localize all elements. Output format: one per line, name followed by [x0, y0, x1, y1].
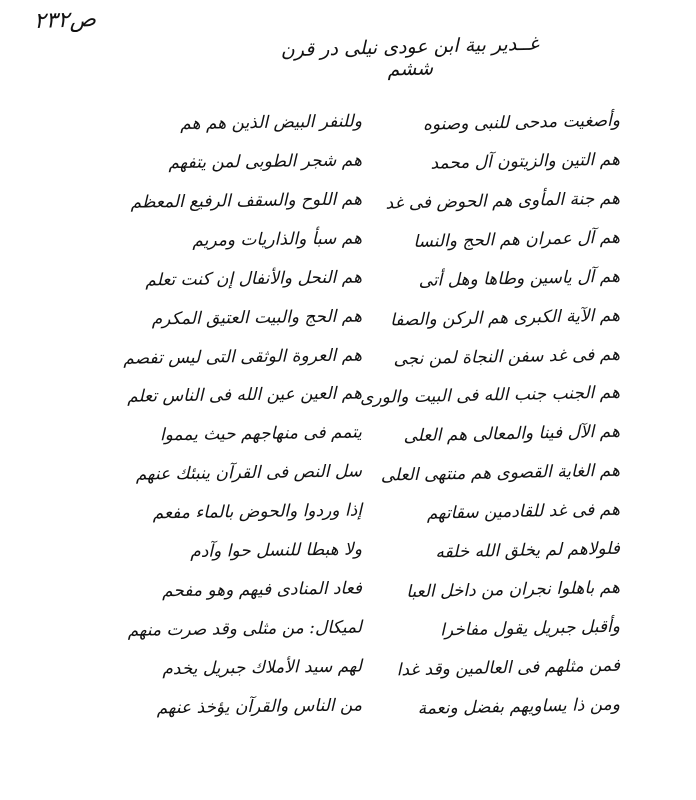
- verse-first-hemistich: هم الجنب جنب الله فى البيت والورى: [359, 383, 621, 409]
- verse-first-hemistich: هم الغاية القصوى هم منتهى العلى: [380, 460, 621, 486]
- verse-first-hemistich: هم فى غد سفن النجاة لمن نجى: [393, 344, 621, 370]
- verse-second-hemistich: فعاد المنادى فيهم وهو مفحم: [161, 578, 363, 602]
- poem-body: [123, 104, 621, 726]
- verse-line: [140, 648, 620, 687]
- verse-second-hemistich: يتمم فى منهاجهم حيث يمموا: [159, 422, 363, 446]
- verse-second-hemistich: سل النص فى القرآن ينبئك عنهم: [135, 461, 363, 485]
- verse-second-hemistich: هم سبأ والذاريات ومريم: [192, 228, 363, 251]
- verse-second-hemistich: هم العروة الوثقى التى ليس تفصم: [123, 345, 363, 369]
- verse-line: [140, 532, 620, 571]
- verse-first-hemistich: هم التين والزيتون آل محمد: [430, 149, 621, 174]
- verse-first-hemistich: فلولاهم لم يخلق الله خلقه: [435, 538, 621, 563]
- verse-first-hemistich: هم الآل فينا والمعالى هم العلى: [403, 422, 621, 447]
- page-number: ص٢٣٢: [33, 6, 97, 35]
- verse-second-hemistich: هم شجر الطوبى لمن يتفهم: [168, 150, 363, 174]
- verse-second-hemistich: وللنفر البيض الذين هم هم: [180, 111, 363, 135]
- verse-second-hemistich: هم اللوح والسقف الرفيع المعظم: [130, 189, 363, 213]
- verse-line: [140, 687, 620, 726]
- verse-line: [140, 143, 620, 182]
- verse-second-hemistich: إذا وردوا والحوض بالماء مفعم: [152, 500, 363, 524]
- verse-second-hemistich: هم العين عين الله فى الناس تعلم: [126, 383, 363, 408]
- verse-line: [123, 337, 621, 376]
- verse-line: [130, 182, 621, 221]
- verse-line: [140, 493, 620, 532]
- verse-second-hemistich: من الناس والقرآن يؤخذ عنهم: [156, 695, 363, 718]
- verse-first-hemistich: هم الآية الكبرى هم الركن والصفا: [389, 305, 621, 331]
- verse-first-hemistich: هم آل عمران هم الحج والنسا: [413, 227, 621, 252]
- verse-first-hemistich: وأقبل جبريل يقول مفاخرا: [439, 616, 621, 641]
- verse-line: [140, 571, 620, 610]
- poem-title: غــدير بية ابن عودى نيلى در قرن ششم: [280, 32, 539, 81]
- verse-first-hemistich: ومن ذا يساويهم بفضل ونعمة: [417, 694, 621, 719]
- verse-first-hemistich: هم جنة المأوى هم الحوض فى غد: [385, 188, 621, 214]
- verse-first-hemistich: هم باهلوا نجران من داخل العبا: [406, 577, 621, 603]
- verse-first-hemistich: فمن مثلهم فى العالمين وقد غدا: [396, 655, 621, 681]
- verse-second-hemistich: لهم سيد الأملاك جبريل يخدم: [162, 656, 363, 679]
- verse-first-hemistich: وأصغيت مدحى للنبى وصنوه: [422, 110, 621, 136]
- verse-second-hemistich: هم الحج والبيت العتيق المكرم: [151, 306, 363, 330]
- verse-line: [140, 260, 620, 299]
- verse-first-hemistich: هم آل ياسين وطاها وهل أتى: [418, 266, 621, 291]
- verse-line: [127, 610, 621, 649]
- verse-second-hemistich: لميكال: من مثلى وقد صرت منهم: [127, 617, 363, 641]
- verse-line: [140, 298, 620, 337]
- verse-line: [140, 221, 620, 260]
- verse-second-hemistich: ولا هبطا للنسل حوا وآدم: [190, 539, 363, 562]
- verse-line: [140, 104, 620, 143]
- verse-second-hemistich: هم النحل والأنفال إن كنت تعلم: [145, 267, 363, 291]
- verse-line: [135, 454, 621, 493]
- verse-first-hemistich: هم فى غد للقادمين سقاتهم: [426, 499, 621, 524]
- verse-line: [126, 376, 621, 415]
- verse-line: [140, 415, 620, 454]
